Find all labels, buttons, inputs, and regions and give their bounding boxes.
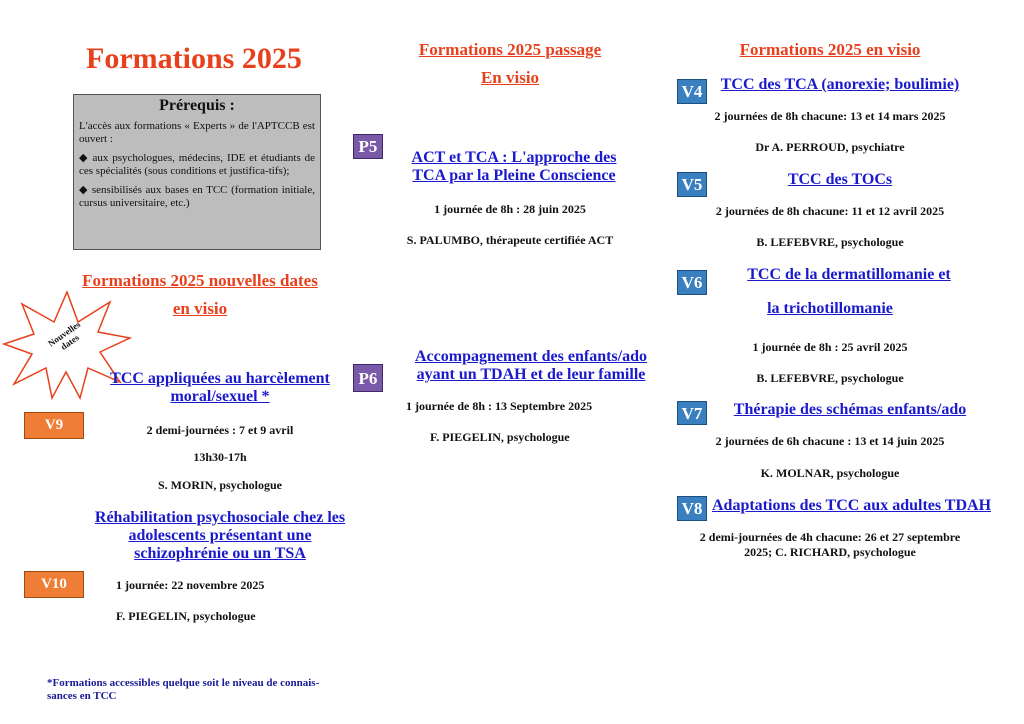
course-v4-title[interactable]: TCC des TCA (anorexie; boulimie)	[720, 76, 960, 93]
course-v10-dates: 1 journée: 22 novembre 2025	[116, 578, 265, 592]
course-v9-title[interactable]: TCC appliquées au harcèlement moral/sexuel *	[110, 370, 330, 405]
course-p5-speaker: S. PALUMBO, thérapeute certifiée ACT	[406, 233, 614, 247]
course-p5-title[interactable]: ACT et TCA : L'approche des TCA par la Pleine Conscience	[411, 149, 617, 184]
course-v7-speaker: K. MOLNAR, psychologue	[760, 466, 900, 480]
course-v8-dates: 2 demi-journées de 4h chacune: 26 et 27 septembre	[699, 530, 961, 544]
course-v5-speaker: B. LEFEBVRE, psychologue	[756, 235, 904, 249]
footnote: *Formations accessibles quelque soit le niveau de connais-sances en TCC	[47, 677, 320, 702]
course-v4-dates: 2 journées de 8h chacune: 13 et 14 mars 2025	[714, 109, 946, 123]
page-title: Formations 2025	[86, 42, 302, 75]
course-p6-speaker: F. PIEGELIN, psychologue	[430, 430, 570, 444]
course-v9-speaker: S. MORIN, psychologue	[157, 478, 282, 492]
prerequisites-box	[73, 94, 321, 250]
course-v6-speaker: B. LEFEBVRE, psychologue	[756, 371, 904, 385]
badge-v6: V6	[677, 270, 707, 295]
passage-section-subtitle: En visio	[480, 68, 540, 87]
badge-v9: V9	[24, 412, 84, 439]
prerequisites-item-2: ◆ sensibilisés aux bases en TCC (formation initiale, cursus universitaire, etc.)	[79, 184, 315, 209]
prerequisites-intro: L'accès aux formations « Experts » de l'APTCCB est ouvert :	[79, 120, 315, 145]
course-p6-dates: 1 journée de 8h : 13 Septembre 2025	[406, 399, 593, 413]
course-v10-title[interactable]: Réhabilitation psychosociale chez les adolescents présentant une schizophrénie ou un TSA	[94, 509, 346, 562]
course-v9-dates: 2 demi-journées : 7 et 9 avril	[146, 423, 294, 437]
course-p5-dates: 1 journée de 8h : 28 juin 2025	[434, 202, 586, 216]
course-v7-dates: 2 journées de 6h chacune : 13 et 14 juin 2025	[715, 434, 945, 448]
visio-section-title: Formations 2025 en visio	[739, 40, 921, 59]
badge-v8: V8	[677, 496, 707, 521]
course-v5-dates: 2 journées de 8h chacune: 11 et 12 avril 2025	[715, 204, 945, 218]
passage-section-title: Formations 2025 passage	[418, 40, 602, 59]
course-v6-dates: 1 journée de 8h : 25 avril 2025	[752, 340, 908, 354]
course-v8-speaker: 2025; C. RICHARD, psychologue	[744, 545, 916, 559]
course-v8-title[interactable]: Adaptations des TCC aux adultes TDAH	[712, 497, 992, 514]
course-v10-speaker: F. PIEGELIN, psychologue	[116, 609, 256, 623]
course-v6-title-line1[interactable]: TCC de la dermatillomanie et	[747, 266, 951, 283]
badge-v7: V7	[677, 401, 707, 425]
prerequisites-title: Prérequis :	[159, 97, 235, 114]
badge-v10: V10	[24, 571, 84, 598]
course-v4-speaker: Dr A. PERROUD, psychiatre	[755, 140, 905, 154]
course-v5-title[interactable]: TCC des TOCs	[787, 171, 893, 188]
course-v6-title-line2[interactable]: la trichotillomanie	[767, 300, 893, 317]
badge-p6: P6	[353, 364, 383, 392]
badge-v4: V4	[677, 79, 707, 104]
badge-v5: V5	[677, 172, 707, 197]
course-v9-hours: 13h30-17h	[193, 450, 247, 464]
new-dates-star-label: Nouvelles dates	[46, 319, 83, 352]
course-v7-title[interactable]: Thérapie des schémas enfants/ado	[733, 401, 967, 418]
new-dates-section-subtitle: en visio	[172, 299, 228, 318]
badge-p5: P5	[353, 134, 383, 159]
prerequisites-item-1: ◆ aux psychologues, médecins, IDE et étudiants de ces spécialités (sous conditions et justifica-tifs);	[79, 152, 315, 177]
course-p6-title[interactable]: Accompagnement des enfants/ado ayant un TDAH et de leur famille	[415, 348, 647, 383]
new-dates-section-title: Formations 2025 nouvelles dates	[82, 271, 318, 290]
